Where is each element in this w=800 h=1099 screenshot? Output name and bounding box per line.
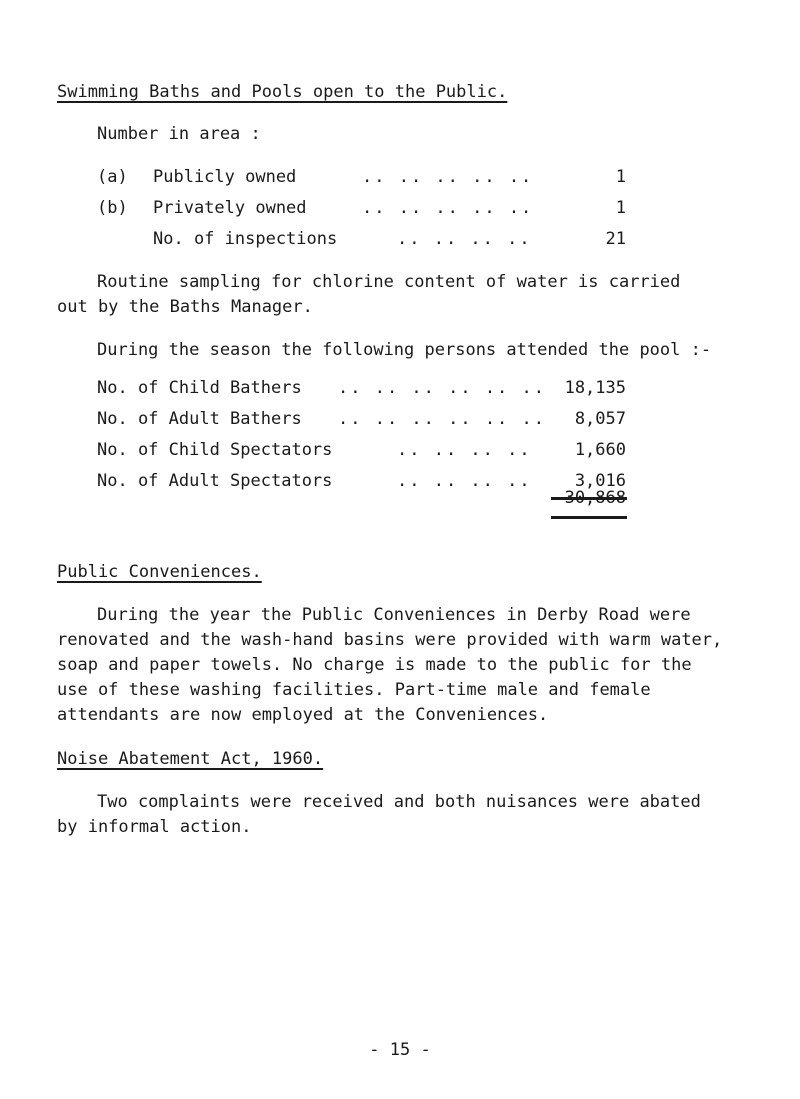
- list-item-label: No. of Adult Spectators: [97, 471, 333, 491]
- conveniences-line-5: attendants are now employed at the Conveniences.: [57, 705, 549, 725]
- list-item-value: 21: [605, 229, 626, 249]
- leader-dots: .. .. .. .. ..: [362, 167, 534, 187]
- page-number: - 15 -: [369, 1040, 431, 1060]
- conveniences-line-3: soap and paper towels. No charge is made to the public for the: [57, 655, 692, 675]
- number-in-area-label: Number in area :: [97, 124, 261, 144]
- conveniences-line-2: renovated and the wash-hand basins were provided with warm water,: [57, 630, 723, 650]
- noise-line-2: by informal action.: [57, 817, 252, 837]
- list-item-value: 3,016: [574, 471, 626, 491]
- leader-dots: .. .. .. ..: [397, 229, 532, 249]
- leader-dots: .. .. .. .. .. ..: [338, 378, 546, 398]
- list-item-marker: (a): [97, 167, 128, 187]
- list-item-label: No. of Adult Bathers: [97, 409, 302, 429]
- section-heading-noise: Noise Abatement Act, 1960.: [57, 749, 324, 769]
- attendance-total: 30,868: [564, 488, 626, 508]
- leader-dots: .. .. .. .. ..: [362, 198, 534, 218]
- list-item-label: No. of inspections: [153, 229, 338, 249]
- season-intro: During the season the following persons attended the pool :-: [97, 340, 712, 360]
- leader-dots: .. .. .. ..: [397, 471, 532, 491]
- section-heading-conveniences: Public Conveniences.: [57, 562, 262, 582]
- routine-sampling-line-2: out by the Baths Manager.: [57, 297, 313, 317]
- noise-line-1: Two complaints were received and both nuisances were abated: [97, 792, 701, 812]
- total-rule-bottom: [551, 516, 627, 519]
- list-item-marker: (b): [97, 198, 128, 218]
- list-item-label: No. of Child Spectators: [97, 440, 333, 460]
- list-item-value: 8,057: [574, 409, 626, 429]
- list-item-value: 1: [615, 167, 626, 187]
- routine-sampling-line-1: Routine sampling for chlorine content of water is carried: [97, 272, 681, 292]
- conveniences-line-4: use of these washing facilities. Part-time male and female: [57, 680, 651, 700]
- list-item-value: 1: [615, 198, 626, 218]
- leader-dots: .. .. .. ..: [397, 440, 532, 460]
- list-item-label: Privately owned: [153, 198, 307, 218]
- list-item-value: 18,135: [564, 378, 626, 398]
- leader-dots: .. .. .. .. .. ..: [338, 409, 546, 429]
- section-heading-swimming: Swimming Baths and Pools open to the Public.: [57, 82, 508, 102]
- list-item-value: 1,660: [574, 440, 626, 460]
- conveniences-line-1: During the year the Public Conveniences in Derby Road were: [97, 605, 691, 625]
- list-item-label: No. of Child Bathers: [97, 378, 302, 398]
- list-item-label: Publicly owned: [153, 167, 297, 187]
